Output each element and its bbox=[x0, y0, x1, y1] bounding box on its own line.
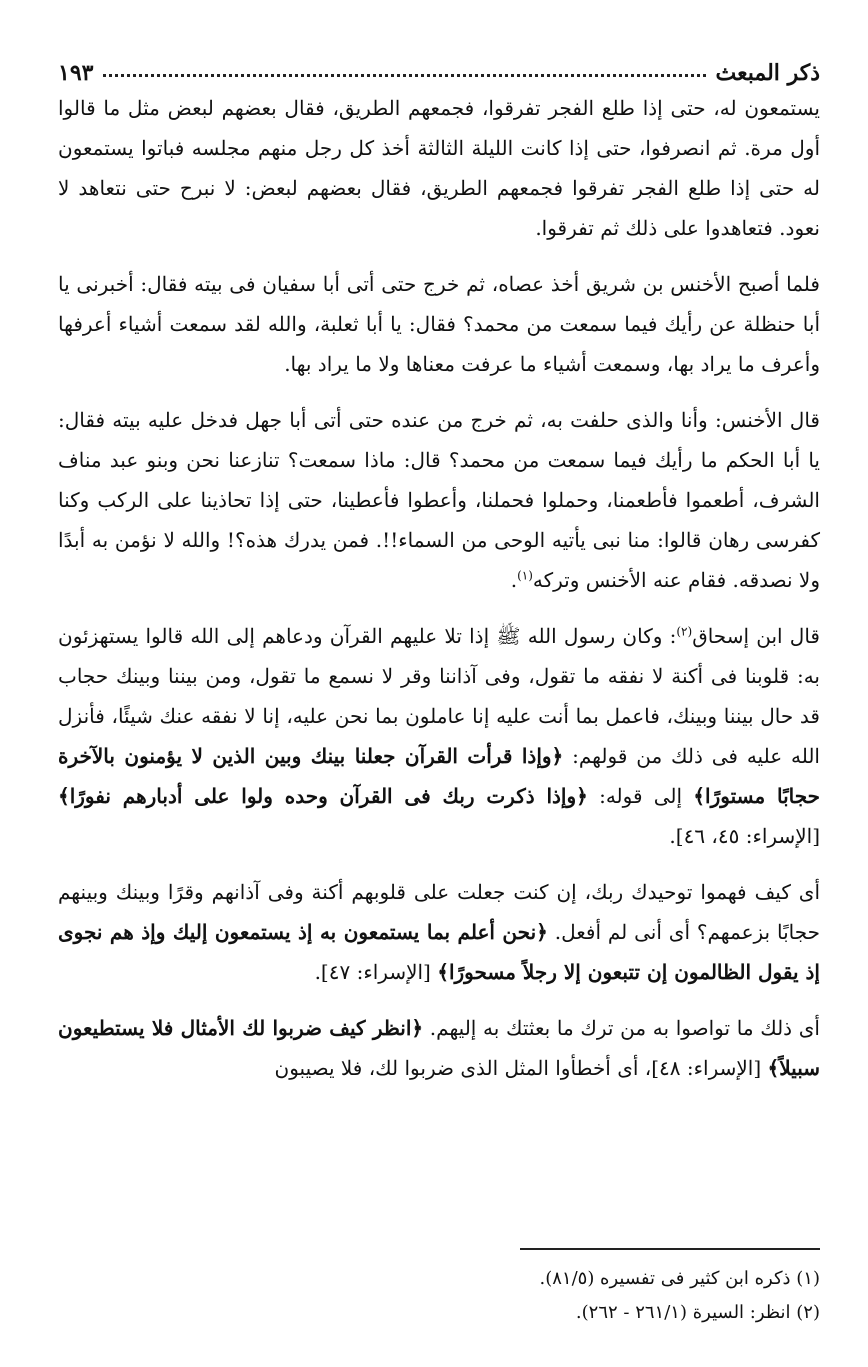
paragraph bbox=[58, 616, 820, 856]
page-number: ١٩٣ bbox=[58, 60, 94, 86]
paragraph bbox=[58, 872, 820, 992]
paragraph-text: أى كيف فهموا توحيدك ربك، إن كنت جعلت على قلوبهم أكنة وفى آذانهم وقرًا وبينك وبينهم حجابًا بزعمهم؟ أى أنى لم أفعل. bbox=[58, 880, 820, 944]
paragraph-text: قال ابن إسحاق bbox=[692, 624, 820, 648]
paragraph-body: قال الأخنس: وأنا والذى حلفت به، ثم خرج من عنده حتى أتى أبا جهل فدخل عليه بيته فقال: يا أبا الحكم ما رأيك فيما سمعت من محمد؟ قال: ماذا سمعت؟ تنازعنا نحن وبنو عبد مناف الشرف، أطعموا فأطعمنا، وحملوا فحملنا، وأعطوا فأعطينا، حتى إذا تحاذينا على الركب وكنا كفرسى رهان قالوا: منا نبى يأتيه الوحى من السماء!!. فمن يدرك هذه؟! والله لا نؤمن به أبدًا ولا نصدقه. فقام عنه الأخنس وتركه$^{(١)}$. bbox=[58, 408, 820, 592]
paragraph-body bbox=[58, 1008, 820, 1088]
footnote: (١) ذكره ابن كثير فى تفسيره (٨١/٥). bbox=[539, 1268, 820, 1289]
verse-citation: [الإسراء: ٤٥، ٤٦]. bbox=[669, 824, 820, 848]
paragraph-body bbox=[58, 616, 820, 856]
leader-dots bbox=[103, 74, 705, 77]
footnote-ref[interactable]: (١) bbox=[517, 568, 533, 583]
paragraph-text: فلما أصبح الأخنس بن شريق أخذ عصاه، ثم خرج حتى أتى أبا سفيان فى بيته فقال: أخبرنى يا أبا حنظلة عن رأيك فيما سمعت من محمد؟ فقال: يا أبا ثعلبة، والله لقد سمعت أشياء أعرفها وأعرف ما يراد بها، وسمعت أشياء ما عرفت معناها ولا ما يراد بها. bbox=[58, 272, 820, 376]
paragraph bbox=[58, 88, 820, 248]
paragraph-text: أى ذلك ما تواصوا به من ترك ما بعثتك به إليهم. bbox=[423, 1016, 820, 1040]
verse-citation: [الإسراء: ٤٧]. bbox=[314, 960, 438, 984]
paragraph-text: إلى قوله: bbox=[587, 784, 694, 808]
quran-verse: ﴿وإذا ذكرت ربك فى القرآن وحده ولوا على أدبارهم نفورًا﴾ bbox=[58, 784, 588, 808]
paragraph-text: قال الأخنس: وأنا والذى حلفت به، ثم خرج من عنده حتى أتى أبا جهل فدخل عليه بيته فقال: يا أبا الحكم ما رأيك فيما سمعت من محمد؟ قال: ماذا سمعت؟ تنازعنا نحن وبنو عبد مناف الشرف، أطعموا فأطعمنا، وحملوا فحملنا، وأعطوا فأعطينا، حتى إذا تحاذينا على الركب وكنا كفرسى رهان قالوا: منا نبى يأتيه الوحى من السماء!!. فمن يدرك هذه؟! والله لا نؤمن به أبدًا ولا نصدقه. فقام عنه الأخنس وتركه bbox=[58, 408, 820, 592]
footnotes bbox=[58, 1262, 820, 1330]
quran-verse: ﴿وإذا قرأت القرآن جعلنا بينك وبين الذين لا يؤمنون بالآخرة حجابًا مستورًا﴾ bbox=[58, 744, 820, 808]
main-text bbox=[58, 88, 820, 1100]
footnote-ref[interactable]: (٢) bbox=[676, 624, 693, 639]
quran-verse: ﴿انظر كيف ضربوا لك الأمثال فلا يستطيعون سبيلاً﴾ bbox=[58, 1016, 820, 1080]
footnote: (٢) انظر: السيرة (٢٦١/١ - ٢٦٢). bbox=[575, 1302, 820, 1323]
chapter-title: ذكر المبعث bbox=[715, 60, 820, 86]
footnote-separator bbox=[520, 1248, 820, 1250]
quran-verse: ﴿نحن أعلم بما يستمعون به إذ يستمعون إليك وإذ هم نجوى إذ يقول الظالمون إن تتبعون إلا رجلاً مسحورًا﴾ bbox=[58, 920, 820, 984]
paragraph-body bbox=[58, 872, 820, 992]
paragraph-text: : وكان رسول الله ﷺ إذا تلا عليهم القرآن ودعاهم إلى الله قالوا يستهزئون به: قلوبنا فى أكنة لا نفقه ما تقول، وفى آذاننا وقر لا نسمع ما تقول، ومن بيننا وبينك حجاب قد حال بيننا وبينك، فاعمل بما أنت عليه إنا عاملون بما نحن عليه، إنا لا نفقه عنك شيئًا، فأنزل الله عليه فى ذلك من قولهم: bbox=[58, 624, 820, 768]
running-head bbox=[58, 46, 820, 86]
paragraph bbox=[58, 1008, 820, 1088]
paragraph-text: يستمعون له، حتى إذا طلع الفجر تفرقوا، فجمعهم الطريق، فقال بعضهم لبعض مثل ما قالوا أول مرة. ثم انصرفوا، حتى إذا كانت الليلة الثالثة أخذ كل رجل منهم مجلسه فباتوا يستمعون له حتى إذا طلع الفجر تفرقوا فجمعهم الطريق، فقال بعضهم لبعض: لا نبرح حتى نتعاهد لا نعود. فتعاهدوا على ذلك ثم تفرقوا. bbox=[58, 96, 820, 240]
paragraph bbox=[58, 400, 820, 600]
paragraph bbox=[58, 264, 820, 384]
paragraph-text: [الإسراء: ٤٨]، أى أخطأوا المثل الذى ضربوا لك، فلا يصيبون bbox=[274, 1056, 768, 1080]
